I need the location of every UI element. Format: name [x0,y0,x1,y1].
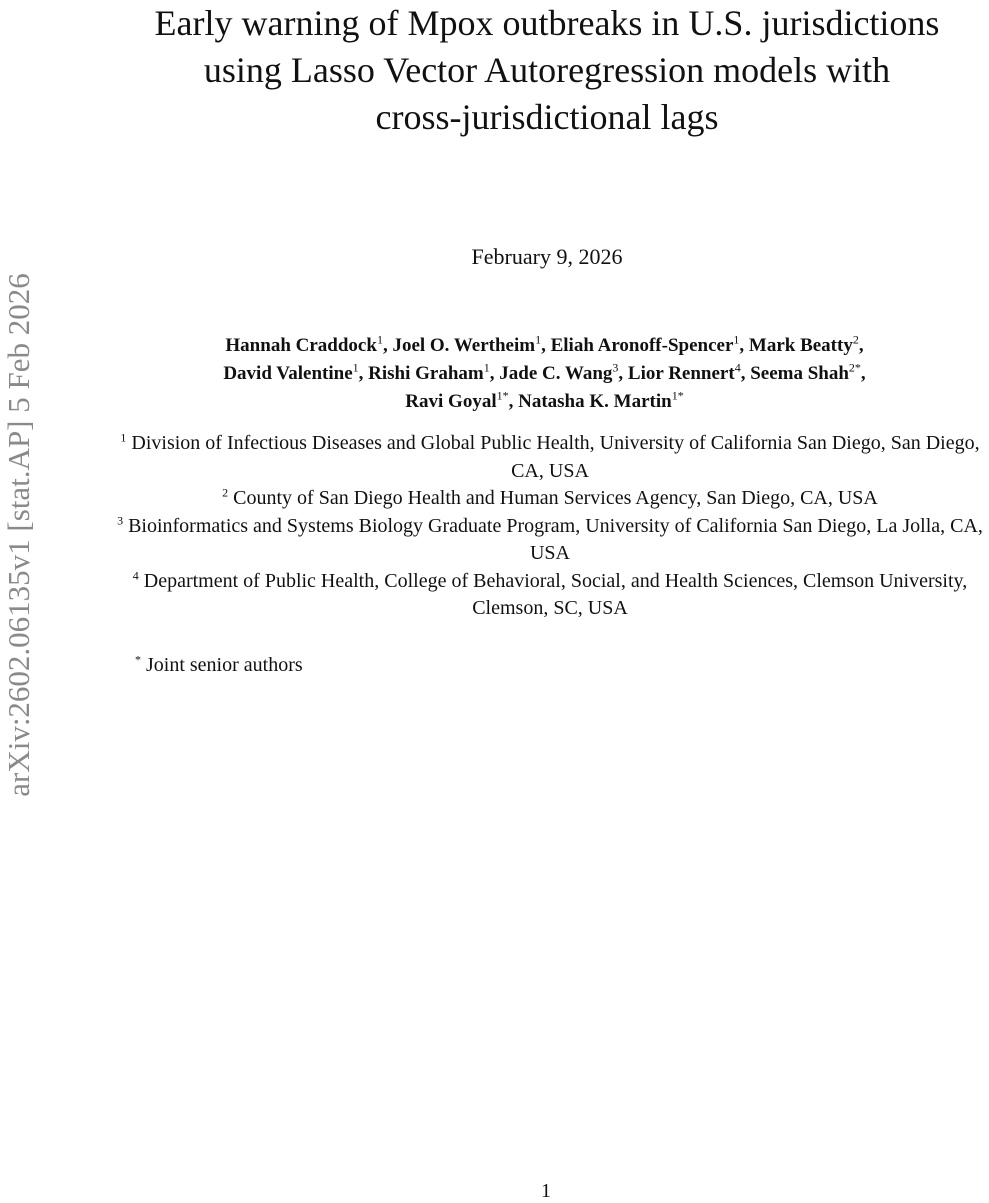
affiliation [115,568,985,623]
author-list: Hannah Craddock$^1$, Joel O. Wertheim$^1$, Eliah Aronoff-Spencer$^1$, Mark Beatty$^2$, David Valentine$^1$, Rishi Graham$^1$, Jade C. Wang$^3$, Lior Rennert$^4$, Seema Shah$^{2*}$, Ravi Goyal$^{1*}$, Natasha K. Martin$^{1*}$ [223,332,866,412]
author [368,360,490,384]
affiliation-text: Bioinformatics and Systems Biology Graduate Program, University of California San Diego, La Jolla, CA, USA [128,514,983,564]
footnote-mark: * [135,652,141,667]
author-name: Joel O. Wertheim [392,335,536,356]
author-name: Mark Beatty [748,335,853,356]
arxiv-identifier: arXiv:2602.06135v1 [stat.AP] 5 Feb 2026 [1,273,36,797]
paper-title [105,0,989,141]
affiliation-text: County of San Diego Health and Human Services Agency, San Diego, CA, USA [233,487,878,509]
author [225,332,383,356]
author [405,388,509,412]
author-name: David Valentine [223,363,353,384]
author-affiliation-mark: 2 [852,332,859,347]
author [550,332,740,356]
author-affiliation-mark: 1 [376,332,383,347]
author [750,360,861,384]
footnote-joint-senior [135,654,303,677]
footnote-text: Joint senior authors [146,654,303,676]
author-affiliation-mark: 1 [352,360,359,375]
page-number: 1 [541,1180,551,1202]
author-name: Hannah Craddock [225,335,377,356]
author-name: Rishi Graham [368,363,484,384]
author [748,332,859,356]
author-affiliation-mark: 1* [496,388,509,403]
author-name: Seema Shah [750,363,849,384]
title-line: using Lasso Vector Autoregression models with [203,50,891,90]
title-line: cross-jurisdictional lags [375,97,719,137]
author-name: Jade C. Wang [499,363,613,384]
author [627,360,741,384]
author [392,332,542,356]
affiliation-text: Department of Public Health, College of Behavioral, Social, and Health Sciences, Clemson University, Clemson, SC, USA [143,569,968,619]
author-affiliation-mark: 1* [671,388,684,403]
paper-date: February 9, 2026 [471,244,623,269]
affiliation-mark: 3 [117,512,124,527]
author-affiliation-mark: 3 [612,360,619,375]
author [223,360,359,384]
author-affiliation-mark: 2* [848,360,861,375]
author-name: Ravi Goyal [405,391,497,412]
author-name: Natasha K. Martin [518,391,672,412]
affiliation-list [115,430,985,623]
affiliation-mark: 4 [132,567,139,582]
author-affiliation-mark: 1 [483,360,490,375]
affiliation [115,430,985,485]
affiliation [115,485,985,513]
affiliation [115,513,985,568]
author-affiliation-mark: 4 [734,360,741,375]
affiliation-text: Division of Infectious Diseases and Global Public Health, University of California San Diego, San Diego, CA, USA [131,432,980,482]
author-affiliation-mark: 1 [535,332,542,347]
title-line: Early warning of Mpox outbreaks in U.S. jurisdictions [154,3,940,43]
affiliation-mark: 1 [120,430,127,445]
author [499,360,619,384]
author-name: Lior Rennert [627,363,735,384]
affiliation-mark: 2 [222,485,229,500]
author-affiliation-mark: 1 [733,332,740,347]
author-name: Eliah Aronoff-Spencer [550,335,734,356]
author [518,388,684,412]
